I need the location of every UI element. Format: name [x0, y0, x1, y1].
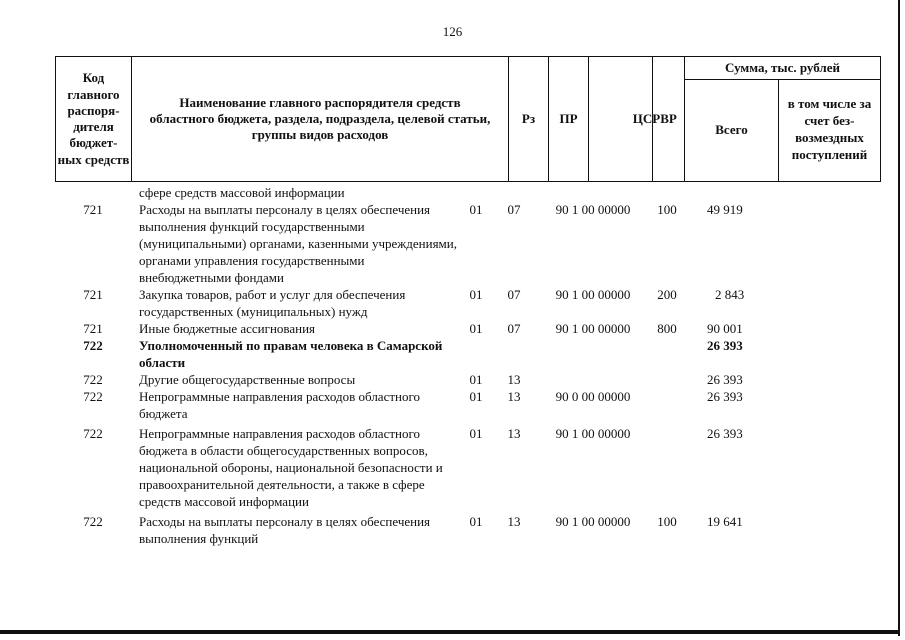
page-edge-right	[898, 0, 900, 636]
row-pr: 13	[507, 426, 521, 441]
header-free-receipts: в том числе за счет без- возмездных поступлений	[778, 79, 881, 182]
row-code: 722	[83, 514, 103, 529]
header-name: Наименование главного распорядителя средств областного бюджета, раздела, подраздела, целевой статьи, группы видов расходов	[131, 56, 508, 182]
row-vr: 100	[657, 202, 677, 217]
row-csr: 90 1 00 00000	[555, 202, 631, 217]
header-code: Код главного распоря- дителя бюджет- ных средств	[55, 56, 131, 182]
table-row	[55, 337, 881, 371]
row-code: 721	[83, 202, 103, 217]
row-total: 49 919	[707, 202, 743, 217]
table-row	[55, 184, 881, 201]
row-csr: 90 1 00 00000	[555, 514, 631, 529]
header-sum-group: Сумма, тыс. рублей	[684, 56, 881, 80]
row-name: Непрограммные направления расходов областного бюджета	[139, 389, 420, 421]
row-rz: 01	[469, 202, 483, 217]
row-name: Непрограммные направления расходов областного бюджета в области общегосударственных вопросов, национальной обороны, национальной безопасности и правоохранительной деятельности, а также в сфере средств массовой информации	[139, 426, 443, 509]
row-csr: 90 1 00 00000	[555, 287, 631, 302]
row-code: 722	[83, 372, 103, 387]
row-total: 26 393	[707, 372, 743, 387]
header-rz: Рз	[508, 56, 548, 182]
row-pr: 13	[507, 389, 521, 404]
table-row	[55, 320, 881, 337]
header-csr: ЦСР	[588, 56, 704, 182]
row-name: Другие общегосударственные вопросы	[139, 372, 356, 387]
row-name: Уполномоченный по правам человека в Самарской области	[139, 338, 443, 370]
row-csr: 90 0 00 00000	[555, 389, 631, 404]
row-code: 721	[83, 287, 103, 302]
table-row	[55, 371, 881, 388]
table-body	[55, 184, 881, 547]
row-name: Расходы на выплаты персоналу в целях обеспечения выполнения функций государственными (муниципальными) органами, казенными учреждениями, органами управления государственными внебюджетными фондами	[139, 202, 457, 285]
row-total: 2 843	[715, 287, 745, 302]
table-row	[55, 286, 881, 320]
row-csr: 90 1 00 00000	[555, 426, 631, 441]
row-csr: 90 1 00 00000	[555, 321, 631, 336]
row-pr: 13	[507, 514, 521, 529]
table-row	[55, 513, 881, 547]
row-pr: 13	[507, 372, 521, 387]
page-number: 126	[442, 24, 463, 39]
page-edge-bottom	[0, 630, 900, 634]
row-rz: 01	[469, 287, 483, 302]
row-vr: 100	[657, 514, 677, 529]
row-code: 721	[83, 321, 103, 336]
row-rz: 01	[469, 389, 483, 404]
table-row	[55, 388, 881, 422]
row-name: Закупка товаров, работ и услуг для обеспечения государственных (муниципальных) нужд	[139, 287, 406, 319]
row-total: 26 393	[707, 426, 743, 441]
row-code: 722	[83, 338, 103, 353]
row-rz: 01	[469, 426, 483, 441]
table-row	[55, 425, 881, 510]
header-vr: ВР	[652, 56, 684, 182]
row-vr: 200	[657, 287, 677, 302]
row-rz: 01	[469, 372, 483, 387]
table-header	[55, 56, 881, 182]
header-total: Всего	[684, 79, 778, 182]
header-pr: ПР	[548, 56, 588, 182]
row-pr: 07	[507, 287, 521, 302]
row-name: сфере средств массовой информации	[139, 185, 345, 200]
row-total: 19 641	[707, 514, 743, 529]
row-code: 722	[83, 426, 103, 441]
row-total: 26 393	[707, 338, 743, 353]
row-rz: 01	[469, 514, 483, 529]
row-total: 26 393	[707, 389, 743, 404]
row-rz: 01	[469, 321, 483, 336]
row-code: 722	[83, 389, 103, 404]
table-row	[55, 201, 881, 286]
row-vr: 800	[657, 321, 677, 336]
row-pr: 07	[507, 202, 521, 217]
row-pr: 07	[507, 321, 521, 336]
row-total: 90 001	[707, 321, 743, 336]
row-name: Иные бюджетные ассигнования	[139, 321, 316, 336]
row-name: Расходы на выплаты персоналу в целях обеспечения выполнения функций	[139, 514, 431, 546]
